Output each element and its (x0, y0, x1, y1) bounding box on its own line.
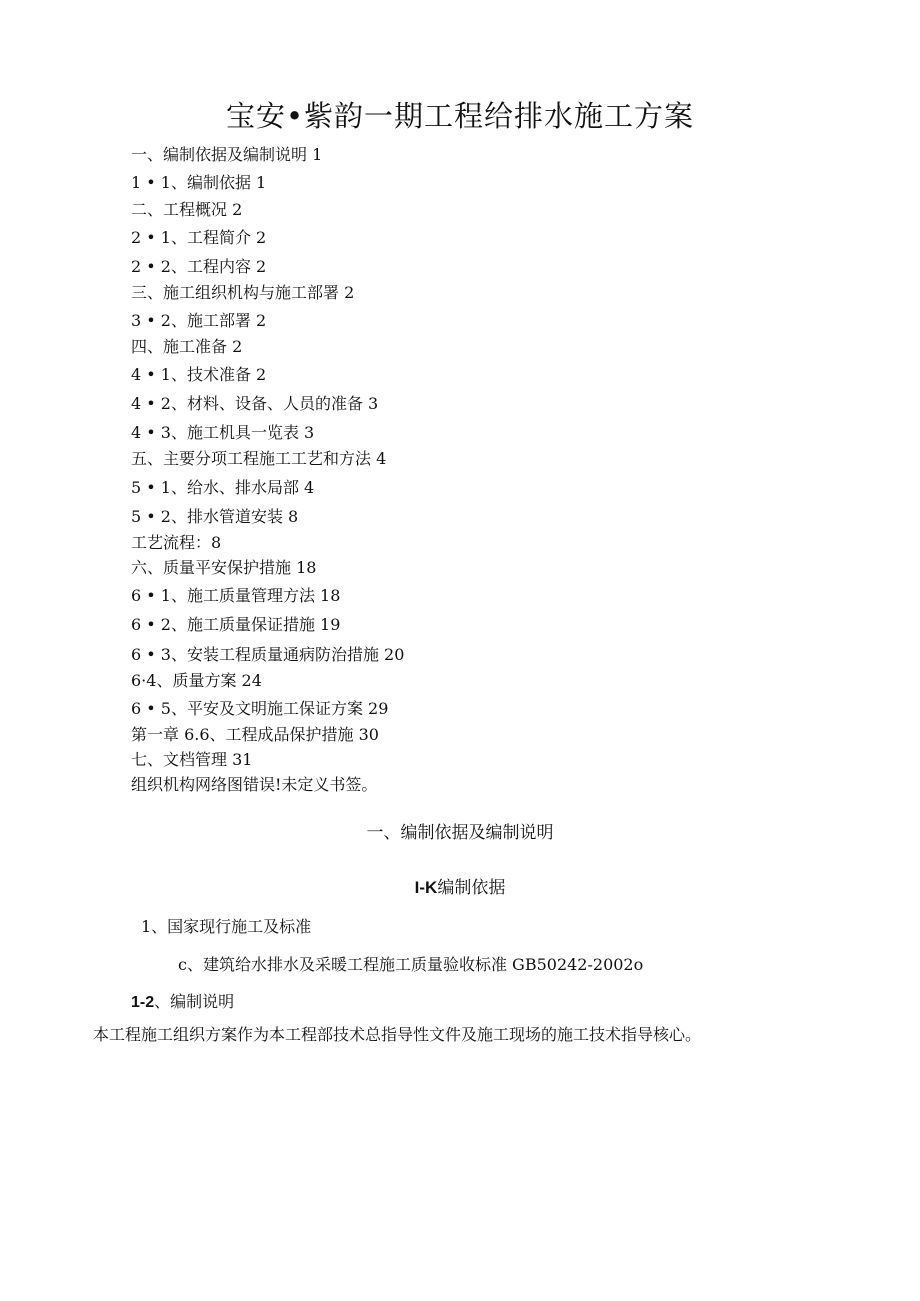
toc-entry: 6 • 3、安装工程质量通病防治措施 20 (131, 645, 405, 664)
toc-entry: 四、施工准备 2 (131, 337, 243, 356)
toc-entry: 二、工程概况 2 (131, 200, 243, 219)
toc-entry: 4 • 1、技术准备 2 (131, 365, 267, 384)
toc-entry: 五、主要分项工程施工工艺和方法 4 (131, 449, 387, 468)
section-heading-text: 一、编制依据及编制说明 (366, 823, 554, 843)
section-heading (0, 821, 920, 845)
toc-entry: 6 • 1、施工质量管理方法 18 (131, 586, 341, 605)
toc-entry: 一、编制依据及编制说明 1 (131, 145, 323, 164)
subsection-heading (0, 876, 920, 900)
toc-entry: 6 • 5、平安及文明施工保证方案 29 (131, 699, 389, 718)
toc-entry: 2 • 2、工程内容 2 (131, 257, 267, 276)
toc-entry: 六、质量平安保护措施 18 (131, 558, 317, 577)
toc-entry: 1 • 1、编制依据 1 (131, 173, 267, 192)
document-title: 宝安•紫韵一期工程给排水施工方案 (225, 99, 695, 133)
subsection-title: 编制依据 (437, 878, 506, 898)
toc-entry: 5 • 2、排水管道安装 8 (131, 507, 299, 526)
toc-entry: 3 • 2、施工部署 2 (131, 311, 267, 330)
toc-entry: 4 • 2、材料、设备、人员的准备 3 (131, 394, 379, 413)
toc-entry: 七、文档管理 31 (131, 750, 253, 769)
toc-entry: 三、施工组织机构与施工部署 2 (131, 283, 355, 302)
body-paragraph: 本工程施工组织方案作为本工程部技术总指导性文件及施工现场的施工技术指导核心。 (93, 1025, 702, 1044)
toc-entry: 6·4、质量方案 24 (131, 671, 262, 690)
toc-entry: 工艺流程：8 (131, 533, 222, 552)
toc-entry: 6 • 2、施工质量保证措施 19 (131, 615, 341, 634)
toc-entry: 2 • 1、工程简介 2 (131, 228, 267, 247)
toc-entry: 5 • 1、给水、排水局部 4 (131, 478, 315, 497)
toc-entry: 第一章 6.6、工程成品保护措施 30 (131, 725, 379, 744)
subsection-title: 、编制说明 (154, 992, 235, 1011)
subsection-heading-2 (131, 990, 234, 1015)
list-item: 1、国家现行施工及标准 (141, 917, 312, 936)
subsection-number: I-K (414, 878, 438, 897)
standard-reference: c、建筑给水排水及采暖工程施工质量验收标准 GB50242-2002o (178, 955, 644, 974)
subsection-number: 1-2 (131, 994, 155, 1011)
toc-entry: 组织机构网络图错误!未定义书签。 (131, 775, 378, 794)
toc-entry: 4 • 3、施工机具一览表 3 (131, 423, 315, 442)
